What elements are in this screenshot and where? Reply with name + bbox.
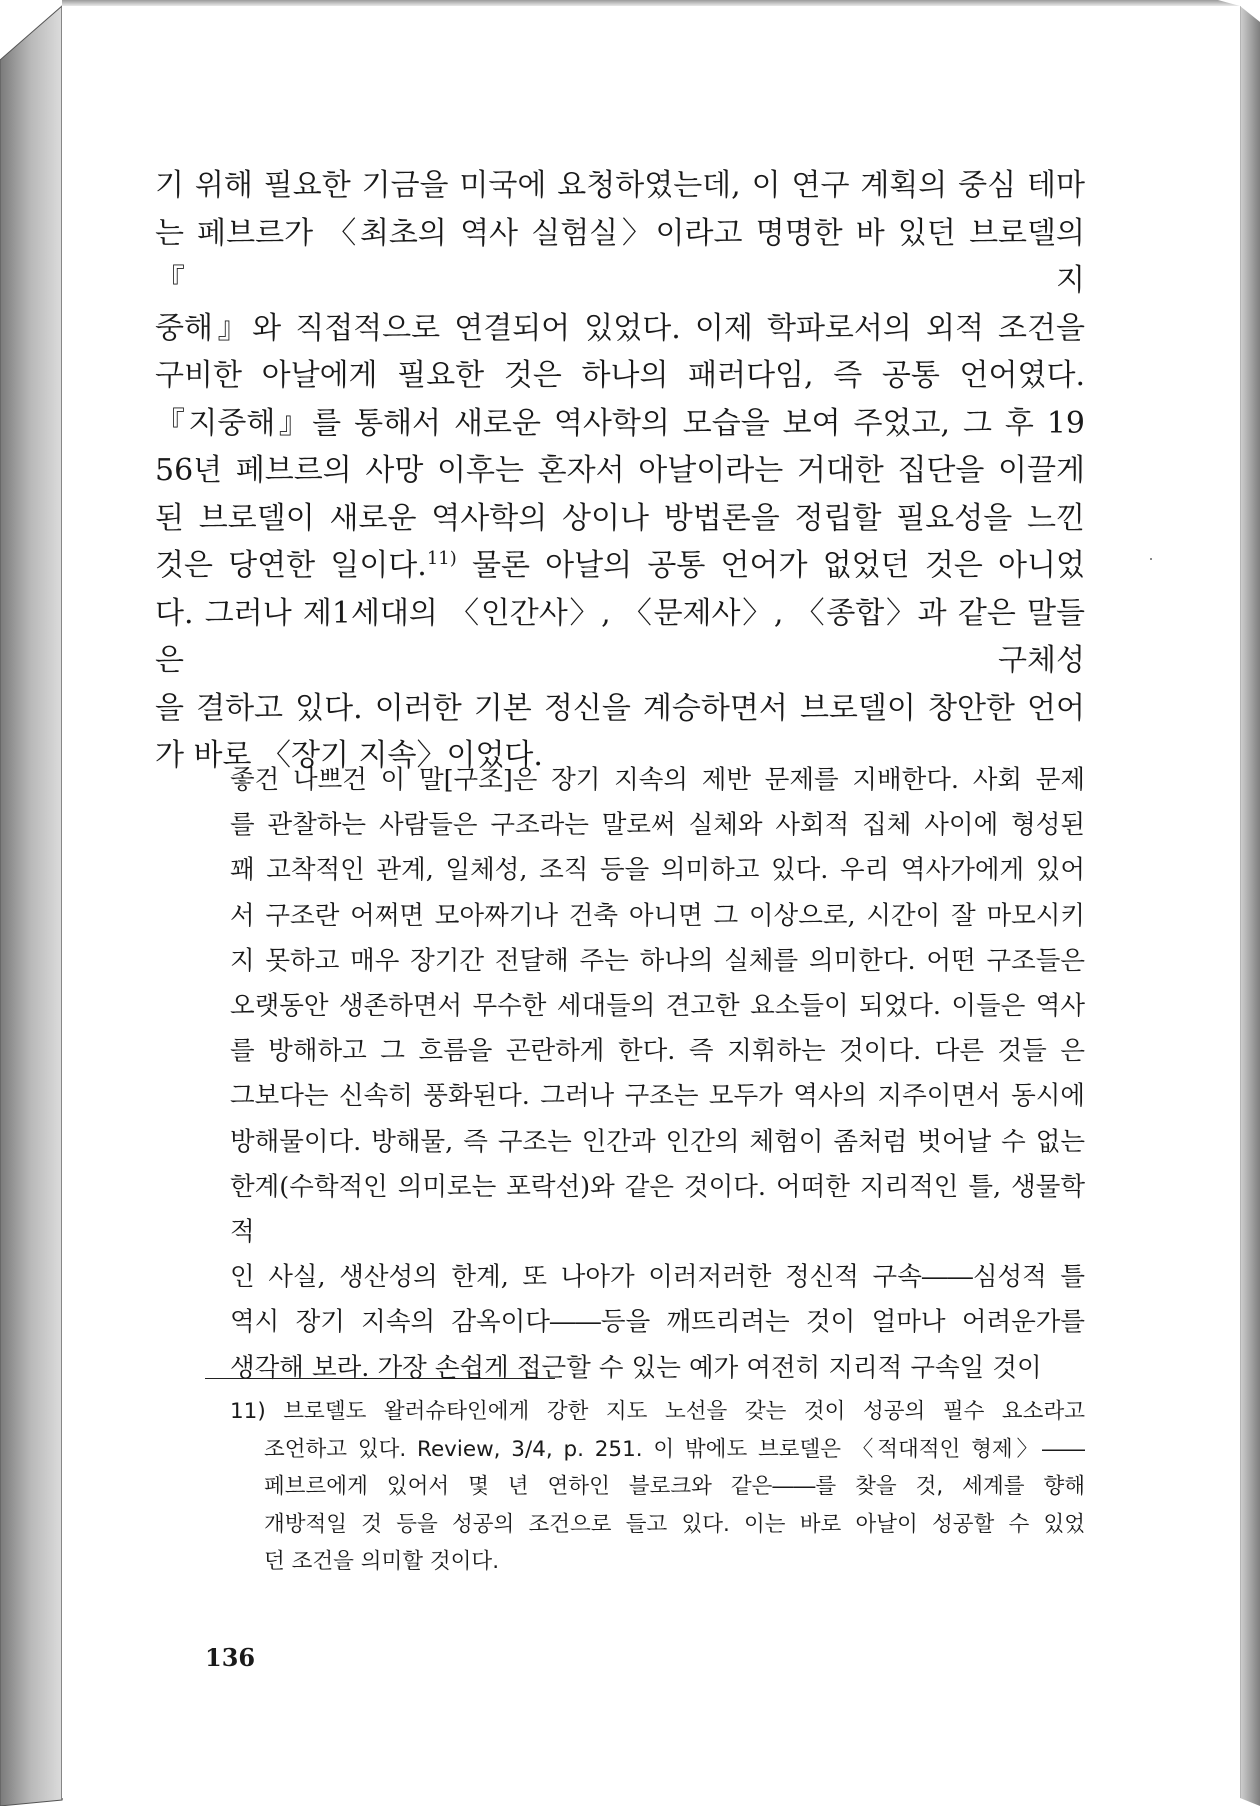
quote-line: 방해물이다. 방해물, 즉 구조는 인간과 인간의 체험이 좀처럼 벗어날 수 없는	[230, 1126, 1085, 1157]
footnote-line: 개방적일 것 등을 성공의 조건으로 들고 있다. 이는 바로 아날이 성공할 수 있었	[264, 1511, 1085, 1537]
footnote-line: 조언하고 있다. Review, 3/4, p. 251. 이 밖에도 브로델은 〈적대적인 형제〉――	[264, 1436, 1085, 1462]
main-line: 는 페브르가 〈최초의 역사 실험실〉이라고 명명한 바 있던 브로델의 『지	[155, 215, 1085, 298]
main-line: 기 위해 필요한 기금을 미국에 요청하였는데, 이 연구 계획의 중심 테마	[155, 168, 1085, 203]
main-line-with-footnote-ref	[155, 542, 1085, 590]
main-line: 『지중해』를 통해서 새로운 역사학의 모습을 보여 주었고, 그 후 19	[155, 405, 1085, 441]
main-line: 된 브로델이 새로운 역사학의 상이나 방법론을 정립할 필요성을 느낀	[155, 500, 1085, 536]
main-line: 구비한 아날에게 필요한 것은 하나의 패러다임, 즉 공통 언어였다.	[155, 358, 1085, 393]
main-line: 다. 그러나 제1세대의 〈인간사〉, 〈문제사〉, 〈종합〉과 같은 말들은 구체성	[155, 595, 1085, 678]
paper-speck	[1150, 558, 1152, 560]
quote-line: 오랫동안 생존하면서 무수한 세대들의 견고한 요소들이 되었다. 이들은 역사	[230, 991, 1085, 1022]
main-text	[155, 162, 1085, 780]
footnote-line: 던 조건을 의미할 것이다.	[264, 1549, 500, 1574]
quote-line: 지 못하고 매우 장기간 전달해 주는 하나의 실체를 의미한다. 어떤 구조들은	[230, 945, 1085, 976]
quote-line: 한계(수학적인 의미로는 포락선)와 같은 것이다. 어떠한 지리적인 틀, 생물학적	[230, 1171, 1085, 1248]
quote-line: 인 사실, 생산성의 한계, 또 나아가 이러저러한 정신적 구속――심성적 틀	[230, 1262, 1085, 1293]
main-line: 56년 페브르의 사망 이후는 혼자서 아날이라는 거대한 집단을 이끌게	[155, 453, 1085, 488]
quote-line: 꽤 고착적인 관계, 일체성, 조직 등을 의미하고 있다. 우리 역사가에게 있어	[230, 855, 1085, 886]
footnote	[230, 1393, 1085, 1581]
quote-line: 생각해 보라. 가장 손쉽게 접근할 수 있는 예가 여전히 지리적 구속일 것이	[230, 1352, 1042, 1383]
quote-line: 역시 장기 지속의 감옥이다――등을 깨뜨리려는 것이 얼마나 어려운가를	[230, 1307, 1085, 1338]
block-quote	[230, 758, 1085, 1391]
quote-line: 좋건 나쁘건 이 말[구조]은 장기 지속의 제반 문제를 지배한다. 사회 문제	[230, 765, 1085, 795]
footnote-line: 11) 브로델도 왈러슈타인에게 강한 지도 노선을 갖는 것이 성공의 필수 요소라고	[230, 1399, 1085, 1424]
main-line: 가 바로 〈장기 지속〉이었다.	[155, 738, 543, 773]
quote-line: 를 관찰하는 사람들은 구조라는 말로써 실체와 사회적 집체 사이에 형성된	[230, 810, 1085, 841]
main-line-prefix: 것은 당연한 일이다.	[155, 548, 427, 583]
footnote-reference: 11)	[426, 548, 457, 569]
quote-line: 그보다는 신속히 풍화된다. 그러나 구조는 모두가 역사의 지주이면서 동시에	[230, 1081, 1085, 1112]
main-line: 중해』와 직접적으로 연결되어 있었다. 이제 학파로서의 외적 조건을	[155, 310, 1085, 346]
quote-line: 를 방해하고 그 흐름을 곤란하게 한다. 즉 지휘하는 것이다. 다른 것들 은	[230, 1036, 1085, 1067]
main-line: 을 결하고 있다. 이러한 기본 정신을 계승하면서 브로델이 창안한 언어	[155, 690, 1085, 726]
main-line-suffix: 물론 아날의 공통 언어가 없었던 것은 아니었	[472, 548, 1085, 583]
footnote-separator	[205, 1378, 555, 1379]
footnote-line: 페브르에게 있어서 몇 년 연하인 블로크와 같은――를 찾을 것, 세계를 향해	[264, 1474, 1085, 1499]
quote-line: 서 구조란 어쩌면 모아짜기나 건축 아니면 그 이상으로, 시간이 잘 마모시키	[230, 900, 1085, 931]
page-number: 136	[205, 1643, 256, 1672]
